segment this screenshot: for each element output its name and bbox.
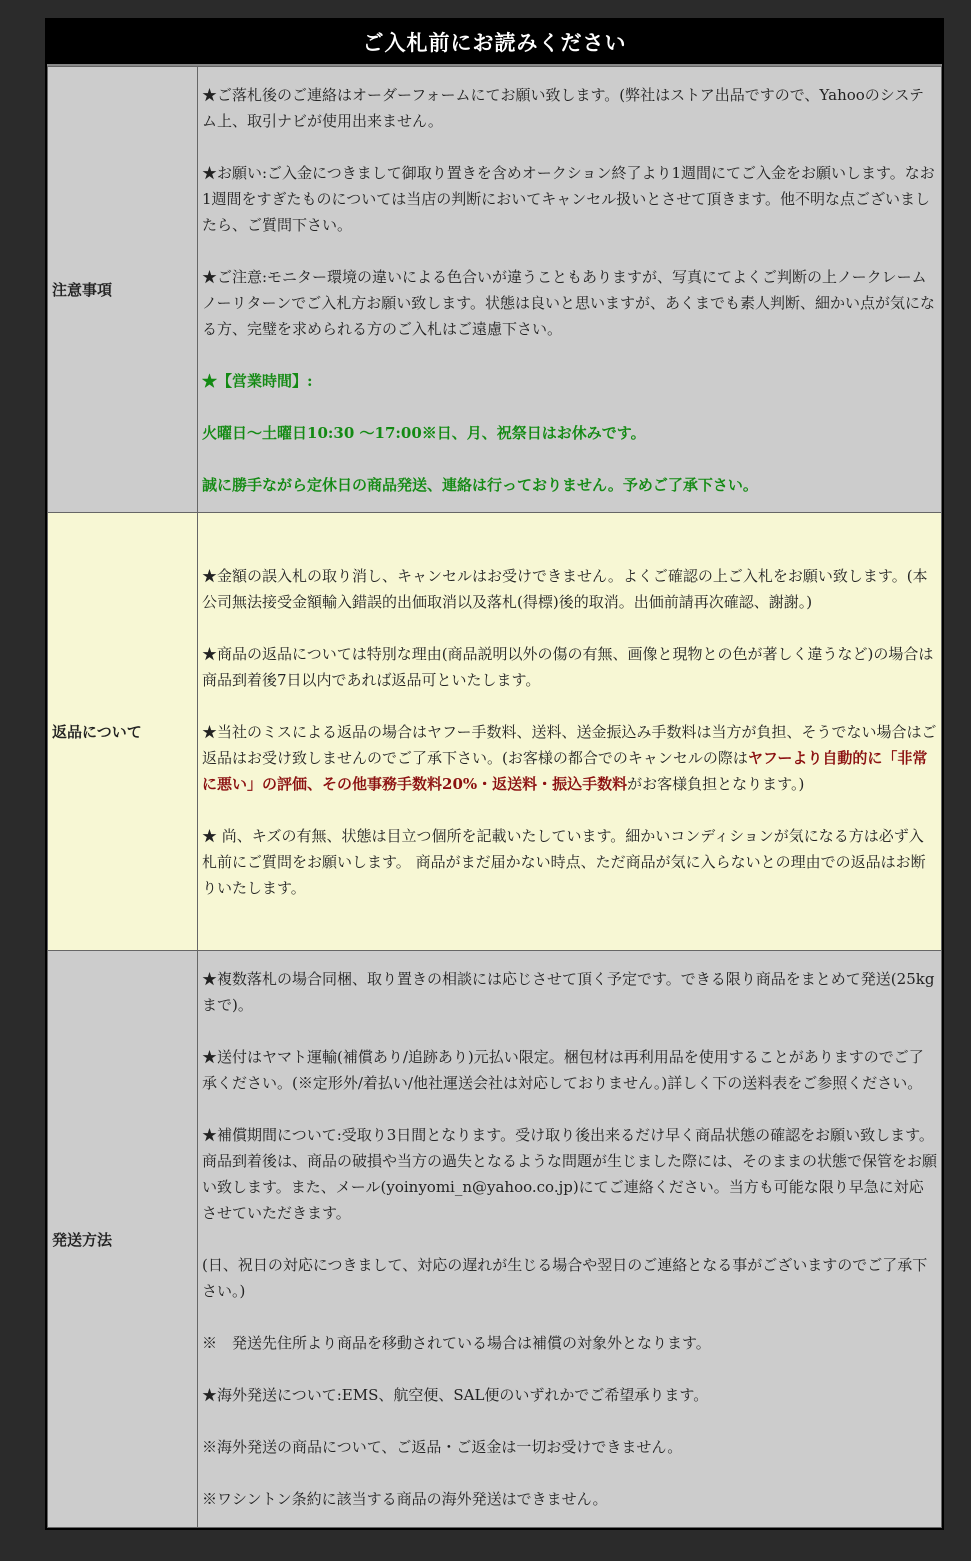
notice-panel xyxy=(45,18,944,1530)
paragraph: ★ご注意:モニター環境の違いによる色合いが違うこともありますが、写真にてよくご判断の上ノークレームノーリターンでご入札方お願い致します。状態は良いと思いますが、あくまでも素人判断、細かい点が気になる方、完璧を求められる方のご入札はご遠慮下さい。 xyxy=(202,267,936,338)
paragraph: ★ 尚、キズの有無、状態は目立つ個所を記載いたしています。細かいコンディションが気になる方は必ず入札前にご質問をお願いします。 商品がまだ届かない時点、ただ商品が気に入らないとの理由での返品はお断りいたします。 xyxy=(202,826,926,897)
business-hours-title: ★【営業時間】: xyxy=(202,371,313,390)
paragraph: ★金額の誤入札の取り消し、キャンセルはお受けできません。よくご確認の上ご入札をお願い致します。(本公司無法接受金額輸入錯誤的出価取消以及落札(得標)後的取消。出価前請再次確認、謝謝。) xyxy=(202,566,928,611)
paragraph: ※海外発送の商品について、ご返品・ご返金は一切お受けできません。 xyxy=(202,1438,683,1456)
paragraph: ★海外発送について:EMS、航空便、SAL便のいずれかでご希望承ります。 xyxy=(202,1386,709,1404)
paragraph-return-fees xyxy=(202,719,937,797)
section-label: 発送方法 xyxy=(48,951,198,1528)
page-title: ご入札前にお読みください xyxy=(47,20,942,66)
paragraph: ★ご落札後のご連絡はオーダーフォームにてお願い致します。(弊社はストア出品ですので、Yahooのシステム上、取引ナビが使用出来ません。 xyxy=(202,85,925,130)
paragraph: ★お願い:ご入金につきまして御取り置きを含めオークション終了より1週間にてご入金をお願いします。なお1週間をすぎたものについては当店の判断においてキャンセル扱いとさせて頂きます。他不明な点ございましたら、ご質問下さい。 xyxy=(202,163,935,234)
penalty-highlight: ヤフーより自動的に「非常に悪い」の評価、その他事務手数料20%・返送料・振込手数料 xyxy=(202,748,928,793)
text-span: がお客様負担となります。) xyxy=(627,774,805,793)
paragraph: ★商品の返品については特別な理由(商品説明以外の傷の有無、画像と現物との色が著しく違うなど)の場合は商品到着後7日以内であれば返品可といたします。 xyxy=(202,644,934,689)
paragraph: ※ 発送先住所より商品を移動されている場合は補償の対象外となります。 xyxy=(202,1334,711,1352)
text-span: ★当社のミスによる返品の場合はヤフー手数料、送料、送金振込み手数料は当方が負担、そうでない場合はご返品はお受け致しませんのでご了承下さい。(お客様の都合でのキャンセルの際は xyxy=(202,722,937,767)
section-row-notes xyxy=(48,67,942,513)
section-content xyxy=(198,513,942,951)
paragraph: (日、祝日の対応につきまして、対応の遅れが生じる場合や翌日のご連絡となる事がございますのでご了承下さい。) xyxy=(202,1256,928,1300)
paragraph: ★送付はヤマト運輸(補償あり/追跡あり)元払い限定。梱包材は再利用品を使用することがありますのでご了承ください。(※定形外/着払い/他社運送会社は対応しておりません。)詳しく下の送料表をご参照ください。 xyxy=(202,1048,924,1092)
holiday-note: 誠に勝手ながら定休日の商品発送、連絡は行っておりません。予めご了承下さい。 xyxy=(202,475,758,494)
paragraph: ★複数落札の場合同梱、取り置きの相談には応じさせて頂く予定です。できる限り商品をまとめて発送(25kgまで)。 xyxy=(202,970,935,1014)
section-label: 注意事項 xyxy=(48,67,198,513)
section-row-shipping xyxy=(48,951,942,1528)
paragraph: ※ワシントン条約に該当する商品の海外発送はできません。 xyxy=(202,1490,608,1508)
section-content xyxy=(198,951,942,1528)
section-label: 返品について xyxy=(48,513,198,951)
info-table xyxy=(47,66,942,1528)
business-hours-text: 火曜日～土曜日10:30 ～17:00※日、月、祝祭日はお休みです。 xyxy=(202,423,646,442)
section-row-returns xyxy=(48,513,942,951)
section-content xyxy=(198,67,942,513)
paragraph: ★補償期間について:受取り3日間となります。受け取り後出来るだけ早く商品状態の確認をお願い致します。商品到着後は、商品の破損や当方の過失となるような問題が生じました際には、そのままの状態で保管をお願い致します。また、メール(yoinyomi_n@yahoo.co.jp)にてご連絡ください。当方も可能な限り早急に対応させていただきます。 xyxy=(202,1126,938,1222)
